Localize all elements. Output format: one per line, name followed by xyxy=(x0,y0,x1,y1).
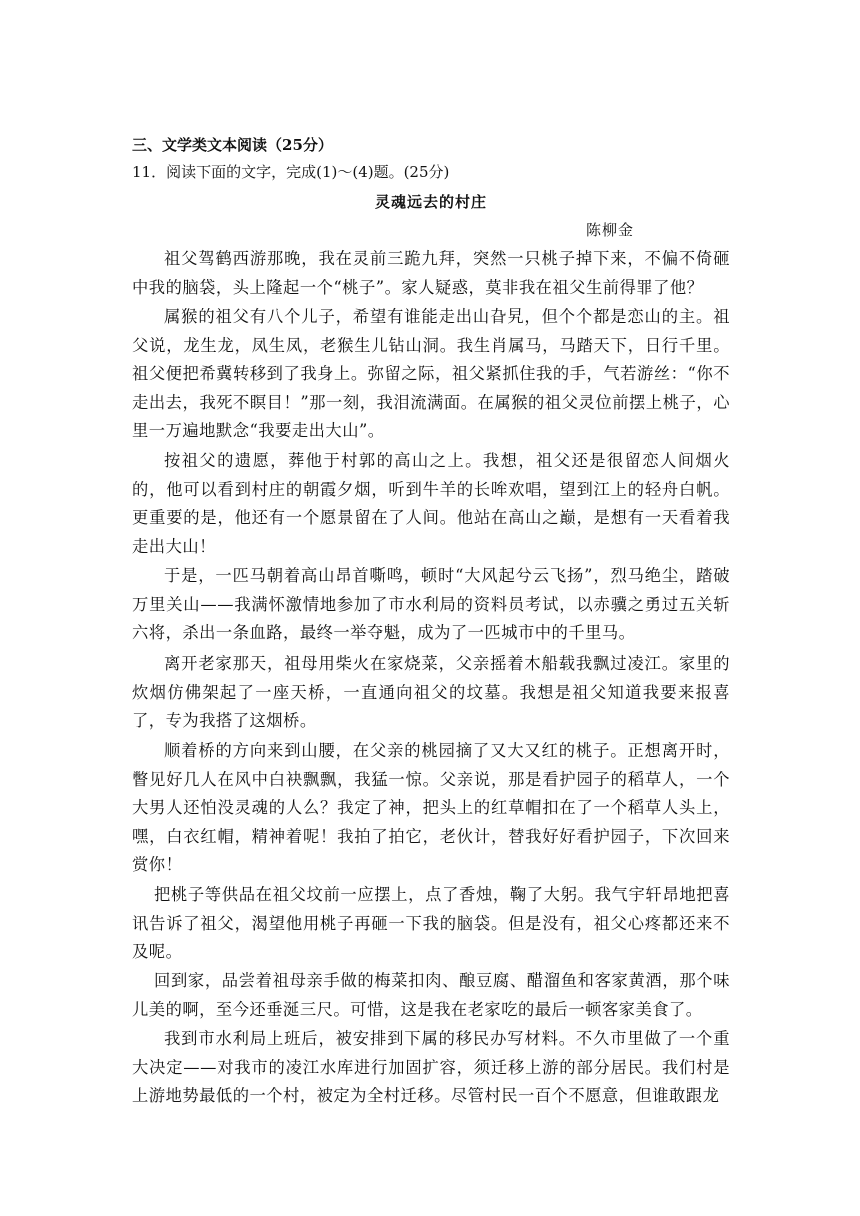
paragraph-6: 顺着桥的方向来到山腰，在父亲的桃园摘了又大又红的桃子。正想离开时，瞥见好几人在风中白袂飘飘，我猛一惊。父亲说，那是看护园子的稻草人，一个大男人还怕没灵魂的人么？我定了神，把头上的红草帽扣在了一个稻草人头上，嘿，白衣红帽，精神着呢！我拍了拍它，老伙计，替我好好看护园子，下次回来赏你！ xyxy=(132,741,730,875)
paragraph-4: 于是，一匹马朝着高山昂首嘶鸣，顿时“大风起兮云飞扬”，烈马绝尘，踏破万里关山——我满怀激情地参加了市水利局的资料员考试，以赤骥之勇过五关斩六将，杀出一条血路，最终一举夺魁，成为了一匹城市中的千里马。 xyxy=(132,566,730,643)
paragraph-3: 按祖父的遗愿，葬他于村郭的高山之上。我想，祖父还是很留恋人间烟火的，他可以看到村庄的朝霞夕烟，听到牛羊的长哞欢唱，望到江上的轻舟白帆。更重要的是，他还有一个愿景留在了人间。他站在高山之巅，是想有一天看着我走出大山！ xyxy=(132,451,730,556)
article-title: 灵魂远去的村庄 xyxy=(374,193,487,211)
article-author: 陈柳金 xyxy=(586,221,635,239)
paragraph-7: 把桃子等供品在祖父坟前一应摆上，点了香烛，鞠了大躬。我气宇轩昂地把喜讯告诉了祖父，渴望他用桃子再砸一下我的脑袋。但是没有，祖父心疼都还来不及呢。 xyxy=(132,885,730,962)
question-prompt: 11．阅读下面的文字，完成(1)～(4)题。(25分) xyxy=(132,163,450,181)
paragraph-1: 祖父驾鹤西游那晚，我在灵前三跪九拜，突然一只桃子掉下来，不偏不倚砸中我的脑袋，头上隆起一个“桃子”。家人疑惑，莫非我在祖父生前得罪了他？ xyxy=(132,249,730,297)
section-heading: 三、文学类文本阅读（25分） xyxy=(132,136,333,154)
paragraph-2: 属猴的祖父有八个儿子，希望有谁能走出山旮旯，但个个都是恋山的主。祖父说，龙生龙，凤生凤，老猴生儿钻山洞。我生肖属马，马踏天下，日行千里。祖父便把希冀转移到了我身上。弥留之际，祖父紧抓住我的手，气若游丝：“你不走出去，我死不瞑目！”那一刻，我泪流满面。在属猴的祖父灵位前摆上桃子，心里一万遍地默念“我要走出大山”。 xyxy=(132,307,730,441)
paragraph-8: 回到家，品尝着祖母亲手做的梅菜扣肉、酿豆腐、醋溜鱼和客家黄酒，那个味儿美的啊，至今还垂涎三尺。可惜，这是我在老家吃的最后一顿客家美食了。 xyxy=(132,971,730,1019)
paragraph-9: 我到市水利局上班后，被安排到下属的移民办写材料。不久市里做了一个重大决定——对我市的凌江水库进行加固扩容，须迁移上游的部分居民。我们村是上游地势最低的一个村，被定为全村迁移。尽管村民一百个不愿意，但谁敢跟龙 xyxy=(132,1029,730,1106)
paragraph-5: 离开老家那天，祖母用柴火在家烧菜，父亲摇着木船载我飘过凌江。家里的炊烟仿佛架起了一座天桥，一直通向祖父的坟墓。我想是祖父知道我要来报喜了，专为我搭了这烟桥。 xyxy=(132,654,730,731)
